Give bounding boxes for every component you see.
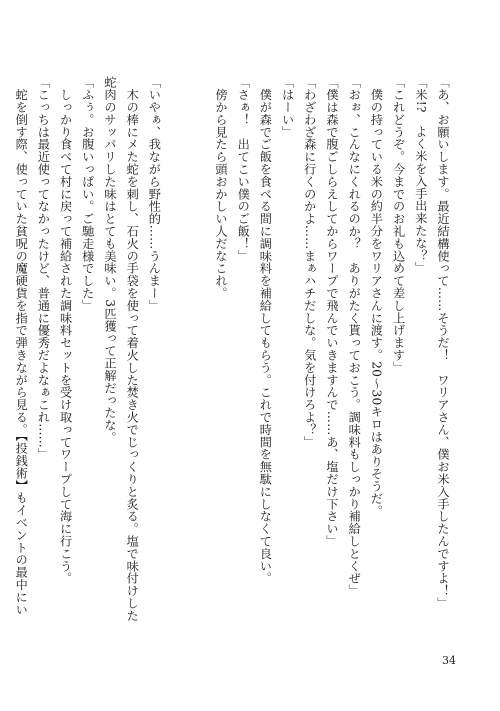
text-line: 「おぉ、こんなにくれるのか？ ありがたく貰っておこう。調味料もしっかり補給しとくぜ」 (347, 76, 362, 597)
text-line: 「これどうぞ。今までのお礼も込めて差し上げます」 (391, 76, 406, 374)
text-line: 僕が森でご飯を食べる間に調味料を補給してもらう。これで時間を無駄にしなくて良い。 (258, 76, 273, 585)
vertical-text-body (10, 76, 454, 642)
text-line: 「さぁ！ 出てこい僕のご飯！」 (236, 76, 251, 262)
text-line: 「こっちは最近使ってなかったけど、普通に優秀だよなぁこれ……」 (36, 76, 51, 461)
text-line: 蛇を倒す際、使っていた貧呪の魔硬貨を指で弾きながら見る。【投銭術】もイベントの最中にい (14, 76, 29, 616)
blank-line (188, 76, 210, 642)
text-line: 「はーい」 (280, 76, 295, 138)
blank-line (165, 76, 187, 642)
text-line: 「わざわざ森に行くのかよ……まぁハチだしな。気を付けろよ？」 (302, 76, 317, 448)
text-line: 「いやぁ、我ながら野性的……うんまー」 (147, 76, 162, 312)
text-line: 「米!? よく米を入手出来たな？」 (413, 76, 428, 274)
text-line: 蛇肉のサッパリした味はとても美味い。3匹獲って正解だったな。 (102, 76, 117, 444)
text-line: 「ふぅ。お腹いっぱい。ご馳走様でした」 (80, 76, 95, 312)
page-number: 34 (442, 654, 456, 667)
text-line: しっかり食べて村に戻って補給された調味料セットを受け取ってワープして海に行こう。 (58, 76, 73, 585)
text-line: 木の棒にメた蛇を刺し、石火の手袋を使って着火した焚き火でじっくりと炙る。塩で味付けした (125, 76, 140, 622)
text-line: 僕の持っている米の約半分をワリアさんに渡す。20～30キロはありそうだ。 (369, 76, 384, 518)
text-line: 「僕は森で腹ごしらえしてからワープで飛んでいきますんで……あ、塩だけ下さい」 (324, 76, 339, 548)
text-line: 「あ、お願いします。最近結構使って……そうだ！ ワリアさん、僕お米入手したんですよ！」 (436, 76, 450, 610)
text-line: 傍から見たら頭おかしい人だなこれ。 (213, 76, 228, 300)
